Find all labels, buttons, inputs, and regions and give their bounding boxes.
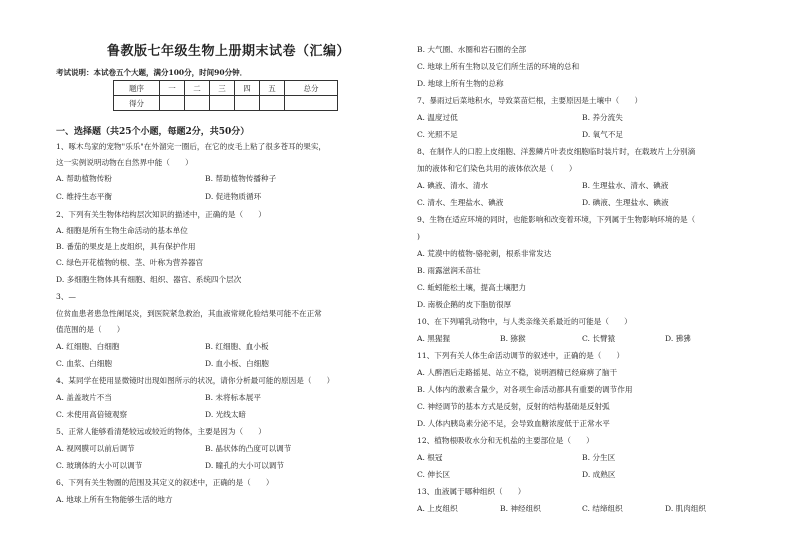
q8-option-a: A. 碘液、清水、清水 (417, 181, 489, 190)
q7-option-d: D. 氧气不足 (582, 130, 624, 139)
question-11: 11、下列有关人体生命活动调节的叙述中，正确的是（ ） (417, 351, 625, 360)
question-10: 10、在下列哺乳动物中，与人类亲缘关系最近的可能是（ ） (417, 317, 632, 326)
q9-option-a: A. 荒漠中的植物-骆驼刺，根系非常发达 (417, 249, 552, 258)
score-table (113, 80, 338, 111)
q4-option-d: D. 光线太暗 (205, 410, 247, 419)
q7-option-b: B. 养分流失 (582, 113, 623, 122)
question-7: 7、暴雨过后菜地积水，导致菜苗烂根，主要原因是土壤中（ ） (417, 96, 643, 105)
exam-note (56, 67, 247, 78)
q12-option-b: B. 分生区 (582, 453, 616, 462)
q9-line-2: ) (417, 232, 420, 241)
q10-option-c: C. 长臂猿 (582, 334, 616, 343)
q6-option-b: B. 大气圈、水圈和岩石圈的全部 (417, 45, 527, 54)
question-3-line-3: 值范围的是（ ） (56, 325, 125, 334)
score-header-cell: 题序 (114, 81, 160, 96)
q7-option-a: A. 温度过低 (417, 113, 458, 122)
q13-option-c: C. 结缔组织 (582, 504, 623, 513)
q3-option-b: B. 红细胞、血小板 (205, 342, 269, 351)
q13-option-b: B. 神经组织 (500, 504, 541, 513)
q4-option-a: A. 盖盖玻片不当 (56, 393, 112, 402)
q11-option-a: A. 人醉酒后走路摇晃、站立不稳，说明酒精已经麻痹了脑干 (417, 368, 618, 377)
q1-option-a: A. 帮助植物传粉 (56, 174, 112, 183)
q5-option-a: A. 视网膜可以前后调节 (56, 444, 135, 453)
q11-option-d: D. 人体内胰岛素分泌不足，会导致血糖浓度低于正常水平 (417, 419, 610, 428)
q12-option-d: D. 成熟区 (582, 470, 616, 479)
q11-option-b: B. 人体内的激素含量少，对各项生命活动都具有重要的调节作用 (417, 385, 633, 394)
q8-option-c: C. 清水、生理盐水、碘液 (417, 198, 504, 207)
q1-option-c: C. 维持生态平衡 (56, 192, 112, 201)
q2-option-d: D. 多细胞生物体具有细胞、组织、器官、系统四个层次 (56, 275, 242, 284)
q10-option-a: A. 黑猩猩 (417, 334, 451, 343)
q8-option-b: B. 生理盐水、清水、碘液 (582, 181, 669, 190)
question-8-line-1: 8、在制作人的口腔上皮细胞、洋葱鳞片叶表皮细胞临时装片时，在载玻片上分别滴 (417, 147, 696, 156)
question-8-line-2: 加的液体和它们染色共用的液体依次是（ ） (417, 164, 577, 173)
q9-option-d: D. 南极企鹅的皮下脂肪很厚 (417, 300, 512, 309)
question-3-line-1: 3、— (56, 292, 77, 301)
q10-option-d: D. 狒狒 (665, 334, 691, 343)
q8-option-d: D. 碘液、生理盐水、碘液 (582, 198, 669, 207)
q6-option-d: D. 地球上所有生物的总称 (417, 79, 504, 88)
question-1-line-2: 这一实例说明动物在自然界中能（ ） (56, 158, 193, 167)
question-9: 9、生物在适应环境的同时，也能影响和改变着环境，下列属于生物影响环境的是（ (417, 215, 696, 224)
q7-option-c: C. 光照不足 (417, 130, 458, 139)
score-cell[interactable] (210, 96, 235, 111)
q10-option-b: B. 猕猴 (500, 334, 526, 343)
q12-option-c: C. 伸长区 (417, 470, 451, 479)
score-cell[interactable] (235, 96, 260, 111)
question-12: 12、植物根吸收水分和无机盐的主要部位是（ ） (417, 436, 594, 445)
score-row-label: 得分 (114, 96, 160, 111)
score-cell[interactable] (260, 96, 285, 111)
q9-option-c: C. 蚯蚓能松土壤，提高土壤肥力 (417, 283, 527, 292)
q12-option-a: A. 根冠 (417, 453, 443, 462)
question-3-line-2: 位贫血患者患急性阑尾炎，到医院紧急救治，其血液常规化验结果可能不在正常 (56, 309, 322, 318)
score-cell[interactable] (185, 96, 210, 111)
q5-option-d: D. 瞳孔的大小可以调节 (205, 461, 284, 470)
q6-option-c: C. 地球上所有生物以及它们所生活的环境的总和 (417, 62, 580, 71)
q11-option-c: C. 神经调节的基本方式是反射，反射的结构基础是反射弧 (417, 402, 610, 411)
question-5: 5、正常人能够看清楚较远或较近的物体，主要是因为（ ） (56, 427, 266, 436)
score-header-cell: 三 (210, 81, 235, 96)
q2-option-c: C. 绿色开花植物的根、茎、叶称为营养器官 (56, 258, 204, 267)
question-6: 6、下列有关生物圈的范围及其定义的叙述中，正确的是（ ） (56, 478, 274, 487)
question-2: 2、下列有关生物体结构层次知识的描述中，正确的是（ ） (56, 210, 266, 219)
q3-option-c: C. 血浆、白细胞 (56, 359, 112, 368)
q2-option-b: B. 番茄的果皮是上皮组织，具有保护作用 (56, 242, 196, 251)
question-1-line-1: 1、啄木鸟家的宠物"乐乐"在外溜完一圈后，在它的皮毛上粘了很多苍耳的果实， (56, 142, 327, 151)
q3-option-a: A. 红细胞、白细胞 (56, 342, 120, 351)
score-header-cell: 五 (260, 81, 285, 96)
q9-option-b: B. 雨露滋润禾苗壮 (417, 266, 481, 275)
question-13: 13、血液属于哪种组织（ ） (417, 487, 526, 496)
score-cell[interactable] (160, 96, 185, 111)
score-header-cell: 一 (160, 81, 185, 96)
q1-option-d: D. 促进物质循环 (205, 192, 262, 201)
score-header-cell: 二 (185, 81, 210, 96)
score-table-header-row (114, 81, 338, 96)
score-cell[interactable] (285, 96, 338, 111)
score-header-cell: 总分 (285, 81, 338, 96)
section-heading: 一、选择题（共25个小题，每题2分，共50分） (56, 127, 250, 137)
q5-option-c: C. 玻璃体的大小可以调节 (56, 461, 143, 470)
q4-option-c: C. 未使用高倍镜观察 (56, 410, 128, 419)
q2-option-a: A. 细胞是所有生物生命活动的基本单位 (56, 226, 188, 235)
q5-option-b: B. 晶状体的凸度可以调节 (205, 444, 292, 453)
q3-option-d: D. 血小板、白细胞 (205, 359, 269, 368)
q13-option-d: D. 肌肉组织 (665, 504, 707, 513)
q6-option-a: A. 地球上所有生物能够生活的地方 (56, 495, 173, 504)
exam-note-text: 本试卷五个大题，满分100分，时间90分钟． (93, 68, 248, 77)
exam-note-label: 考试说明： (56, 68, 94, 77)
q4-option-b: B. 未将标本展平 (205, 393, 261, 402)
question-4: 4、某同学在使用显微镜时出现如图所示的状况，请你分析最可能的原因是（ ） (56, 376, 335, 385)
score-header-cell: 四 (235, 81, 260, 96)
q1-option-b: B. 帮助植物传播种子 (205, 174, 277, 183)
score-table-score-row (114, 96, 338, 111)
page-title: 鲁教版七年级生物上册期末试卷（汇编） (106, 44, 350, 59)
q13-option-a: A. 上皮组织 (417, 504, 458, 513)
